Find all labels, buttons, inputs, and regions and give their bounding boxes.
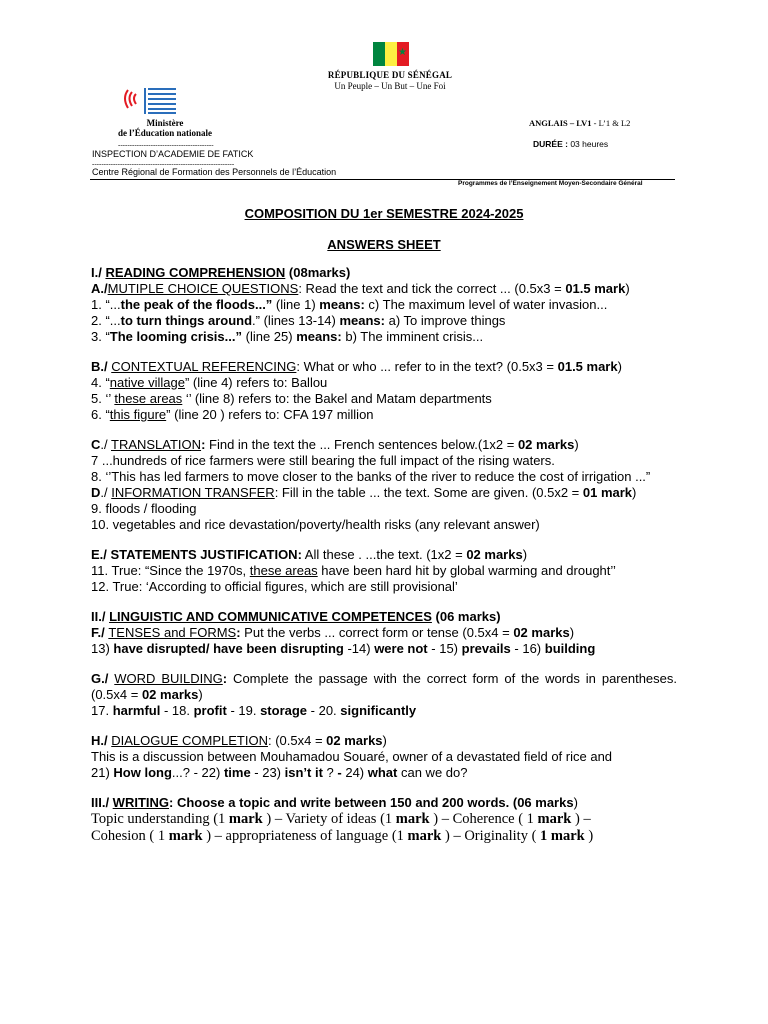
writing-rubric-line1: Topic understanding (1 mark ) – Variety of ideas (1 mark ) – Coherence ( 1 mark ) – (91, 811, 591, 827)
answer-7: 7 ...hundreds of rice farmers were still bearing the full impact of the rising waters. (91, 453, 555, 468)
answers-17-20: 17. harmful - 18. profit - 19. storage - 20. significantly (91, 703, 417, 718)
answers-13-16: 13) have disrupted/ have been disrupting -14) were not - 15) prevails - 16) building (91, 641, 596, 656)
section-e-heading: E./ STATEMENTS JUSTIFICATION: All these . ...the text. (1x2 = 02 marks) (91, 547, 528, 562)
answer-2: 2. “...to turn things around.” (lines 13-14) means: a) To improve things (91, 313, 506, 328)
national-motto: Un Peuple – Un But – Une Foi (334, 81, 446, 91)
subject-level: - L’1 & L2 (591, 118, 631, 128)
page-subtitle: ANSWERS SHEET (327, 237, 441, 252)
answer-4: 4. “native village” (line 4) refers to: Ballou (91, 375, 328, 390)
answer-11: 11. True: “Since the 1970s, these areas have been hard hit by global warming and drought’’ (91, 563, 616, 578)
subject-name: ANGLAIS – LV1 (529, 118, 592, 128)
answer-5: 5. ‘’ these areas ‘’ (line 8) refers to: the Bakel and Matam departments (91, 391, 492, 406)
section-1-heading: I./ READING COMPREHENSION (08marks) (91, 265, 351, 280)
separator-dashes-2: ------------------------------------------------------------- (92, 160, 235, 168)
separator-dashes: ----------------------------------------- (118, 141, 214, 149)
duration (533, 139, 608, 149)
ministry-logo (120, 86, 178, 116)
duration-value: 03 heures (567, 139, 609, 149)
republic-name: RÉPUBLIQUE DU SÉNÉGAL (327, 70, 453, 80)
section-f-heading: F./ TENSES and FORMS: Put the verbs ... correct form or tense (0.5x4 = 02 marks) (91, 625, 575, 640)
answer-3: 3. “The looming crisis...” (line 25) means: b) The imminent crisis... (91, 329, 484, 344)
section-d-heading: D./ INFORMATION TRANSFER: Fill in the table ... the text. Some are given. (0.5x2 = 01 mark) (91, 485, 637, 500)
centre-name: Centre Régional de Formation des Personnels de l’Éducation (92, 167, 337, 177)
answer-9: 9. floods / flooding (91, 501, 197, 516)
section-g-heading: G./ WORD BUILDING: Complete the passage with the correct form of the words in parentheses. (0.5x4 = 02 marks) (91, 671, 678, 702)
ministry-name (95, 118, 235, 138)
programmes-label: Programmes de l’Enseignement Moyen-Secondaire Général (458, 180, 643, 187)
ministry-line2: de l’Éducation nationale (117, 128, 212, 138)
answer-10: 10. vegetables and rice devastation/poverty/health risks (any relevant answer) (91, 517, 540, 532)
dialogue-intro: This is a discussion between Mouhamadou Souaré, owner of a devastated field of rice and (91, 749, 613, 764)
section-h-heading: H./ DIALOGUE COMPLETION: (0.5x4 = 02 marks) (91, 733, 387, 748)
senegal-flag (373, 42, 409, 66)
section-2-heading: II./ LINGUISTIC AND COMMUNICATIVE COMPETENCES (06 marks) (91, 609, 501, 624)
subject-label (529, 118, 630, 128)
answer-12: 12. True: ‘According to official figures, which are still provisional’ (91, 579, 458, 594)
ministry-line1: Ministère (146, 118, 184, 128)
section-c-heading: C./ TRANSLATION: Find in the text the ... French sentences below.(1x2 = 02 marks) (91, 437, 579, 452)
answer-6: 6. “this figure” (line 20 ) refers to: CFA 197 million (91, 407, 374, 422)
section-a-heading: A./MUTIPLE CHOICE QUESTIONS: Read the text and tick the correct ... (0.5x3 = 01.5 mark) (91, 281, 630, 296)
writing-rubric-line2: Cohesion ( 1 mark ) – appropriateness of language (1 mark ) – Originality ( 1 mark ) (91, 828, 594, 844)
duration-label: DURÉE : (533, 139, 568, 149)
answer-sheet-body (91, 206, 677, 845)
section-b-heading: B./ CONTEXTUAL REFERENCING: What or who ... refer to in the text? (0.5x3 = 01.5 mark) (91, 359, 622, 374)
answer-8: 8. ‘’This has led farmers to move closer to the banks of the river to reduce the cost of irrigation ...” (91, 469, 651, 484)
answer-1: 1. “...the peak of the floods...” (line 1) means: c) The maximum level of water invasion... (91, 297, 608, 312)
answers-21-24: 21) How long...? - 22) time - 23) isn’t it ? - 24) what can we do? (91, 765, 468, 780)
star-icon: ★ (398, 47, 407, 58)
page-title: COMPOSITION DU 1er SEMESTRE 2024-2025 (244, 206, 524, 221)
republic-header (300, 70, 480, 92)
inspection-name: INSPECTION D’ACADEMIE DE FATICK (92, 149, 254, 159)
section-3-heading: III./ WRITING: Choose a topic and write between 150 and 200 words. (06 marks) (91, 795, 578, 810)
